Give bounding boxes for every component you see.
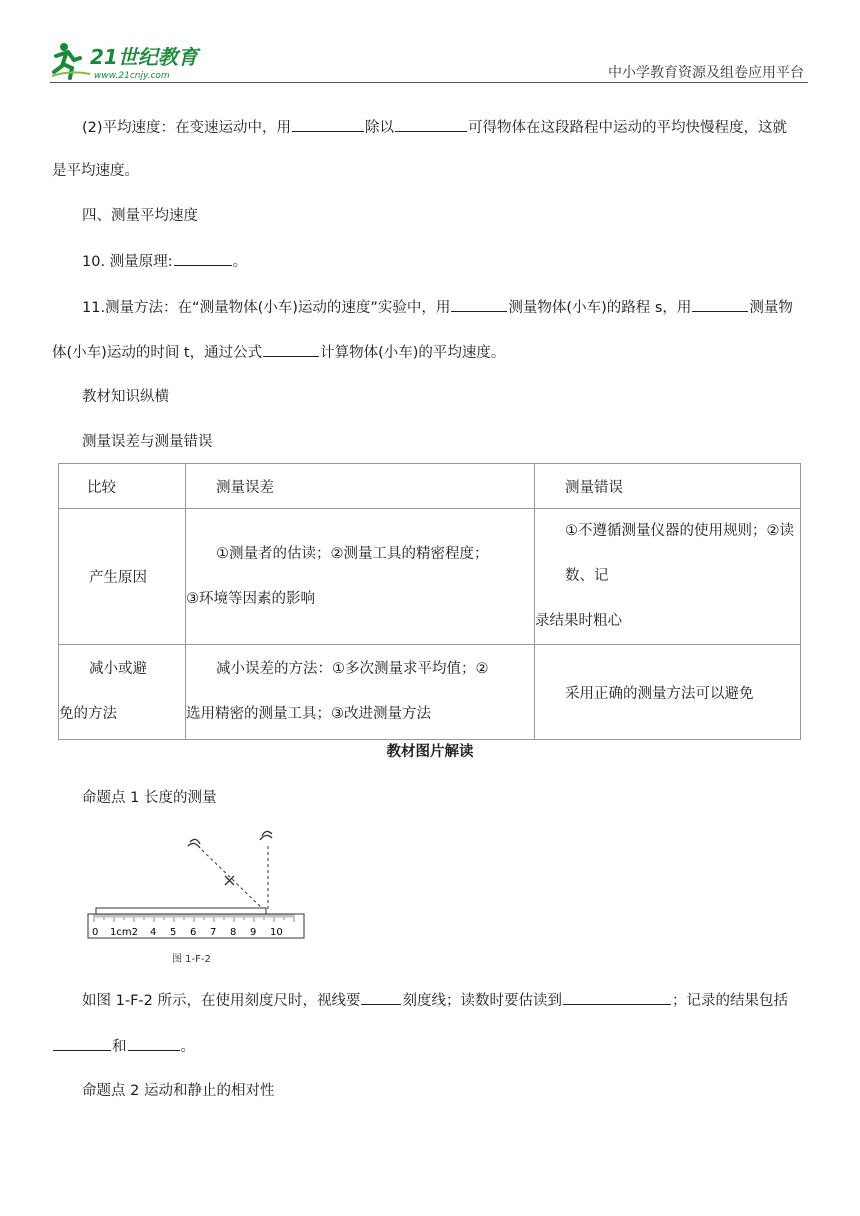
- figure-section-title: 教材图片解读: [386, 744, 474, 760]
- ruler-label: 10: [270, 927, 283, 938]
- text-fragment: 可得物体在这段路程中运动的平均快慢程度，这就: [468, 120, 788, 136]
- logo-21cnjy: [50, 40, 212, 82]
- eye-icon: [260, 831, 272, 840]
- blank: [53, 1036, 111, 1051]
- table-cell: [186, 645, 535, 740]
- figure-caption: 图 1-F-2: [172, 954, 211, 965]
- ruler-label: 8: [230, 927, 237, 938]
- text-fragment: 。: [232, 254, 248, 270]
- text-fragment: 11.测量方法：在“测量物体(小车)运动的速度”实验中，用: [82, 300, 451, 316]
- ruler-label: 9: [250, 927, 257, 938]
- table-header-cell: 测量误差: [186, 464, 535, 509]
- table-row: [59, 645, 801, 740]
- question-11: [82, 297, 793, 318]
- platform-name: 中小学教育资源及组卷应用平台: [608, 65, 804, 81]
- paragraph-average-speed: [82, 117, 787, 138]
- ruler-label: 4: [150, 927, 157, 938]
- text-fragment: (2)平均速度：在变速运动中，用: [82, 120, 292, 136]
- blank: [395, 117, 467, 132]
- svg-text:www.21cnjy.com: www.21cnjy.com: [94, 71, 170, 81]
- cell-line: 免的方法: [59, 706, 117, 722]
- incorrect-sightline: [202, 850, 266, 912]
- blank: [128, 1036, 180, 1051]
- text-fragment: 除以: [365, 120, 395, 136]
- table-row-label: 产生原因: [59, 509, 186, 645]
- blank: [263, 342, 319, 357]
- svg-text:21世纪教育: 21世纪教育: [90, 45, 198, 69]
- text-fragment: 刻度线；读数时要估读到: [402, 993, 562, 1009]
- ruler-label: 6: [190, 927, 197, 938]
- table-title: 测量误差与测量错误: [82, 434, 213, 450]
- blank: [692, 297, 748, 312]
- table-cell: 采用正确的测量方法可以避免: [535, 645, 801, 740]
- ruler-label: 0: [92, 927, 99, 938]
- runner-icon: [52, 43, 90, 78]
- table-header-row: [59, 464, 801, 509]
- table-cell: [186, 509, 535, 645]
- cell-line: ①测量者的估读；②测量工具的精密程度；: [216, 545, 489, 562]
- question-figure: [82, 990, 788, 1011]
- text-fragment: 如图 1-F-2 所示，在使用刻度尺时，视线要: [82, 993, 361, 1009]
- table-header-cell: 比较: [59, 464, 186, 509]
- measured-object: [96, 908, 266, 914]
- section-title-4: 四、测量平均速度: [82, 208, 198, 224]
- table-row: [59, 509, 801, 645]
- cell-line: 录结果时粗心: [535, 613, 622, 629]
- text-fragment: 测量物体(小车)的路程 s，用: [508, 300, 692, 316]
- blank: [451, 297, 507, 312]
- ruler-label: 7: [210, 927, 217, 938]
- text-fragment: 10. 测量原理:: [82, 254, 173, 270]
- blank: [563, 990, 671, 1005]
- ruler-label: 1cm2: [110, 927, 138, 938]
- text-fragment: ；记录的结果包括: [671, 993, 788, 1009]
- question-10: [82, 251, 247, 272]
- table-cell: [535, 509, 801, 645]
- cell-line: 减小误差的方法：①多次测量求平均值；②: [216, 661, 489, 677]
- blank: [174, 251, 232, 266]
- text-fragment: 。: [180, 1039, 195, 1055]
- blank: [292, 117, 364, 132]
- header-divider: [50, 82, 808, 83]
- cell-line: ①不遵循测量仪器的使用规则；②读数、记: [565, 523, 794, 584]
- cell-line: ③环境等因素的影响: [186, 590, 315, 607]
- page-header: [0, 0, 860, 90]
- comparison-table: [58, 463, 801, 740]
- eye-icon: [188, 839, 200, 848]
- question-11-cont: [52, 342, 505, 363]
- text-fragment: 和: [112, 1039, 127, 1055]
- text-fragment: 体(小车)运动的时间 t，通过公式: [52, 345, 263, 361]
- text-fragment: 测量物: [749, 300, 793, 316]
- cell-line: 减小或避: [89, 661, 147, 677]
- blank: [361, 990, 401, 1005]
- point1-title: 命题点 1 长度的测量: [82, 790, 217, 806]
- cell-line: 选用精密的测量工具；③改进测量方法: [186, 706, 431, 722]
- table-header-cell: 测量错误: [535, 464, 801, 509]
- paragraph-average-speed-cont: 是平均速度。: [52, 163, 139, 179]
- question-figure-cont: [52, 1036, 195, 1057]
- point2-title: 命题点 2 运动和静止的相对性: [82, 1083, 275, 1099]
- text-fragment: 计算物体(小车)的平均速度。: [320, 345, 506, 361]
- table-row-label: [59, 645, 186, 740]
- knowledge-title: 教材知识纵横: [82, 389, 169, 405]
- ruler-figure: [84, 824, 312, 970]
- ruler-label: 5: [170, 927, 177, 938]
